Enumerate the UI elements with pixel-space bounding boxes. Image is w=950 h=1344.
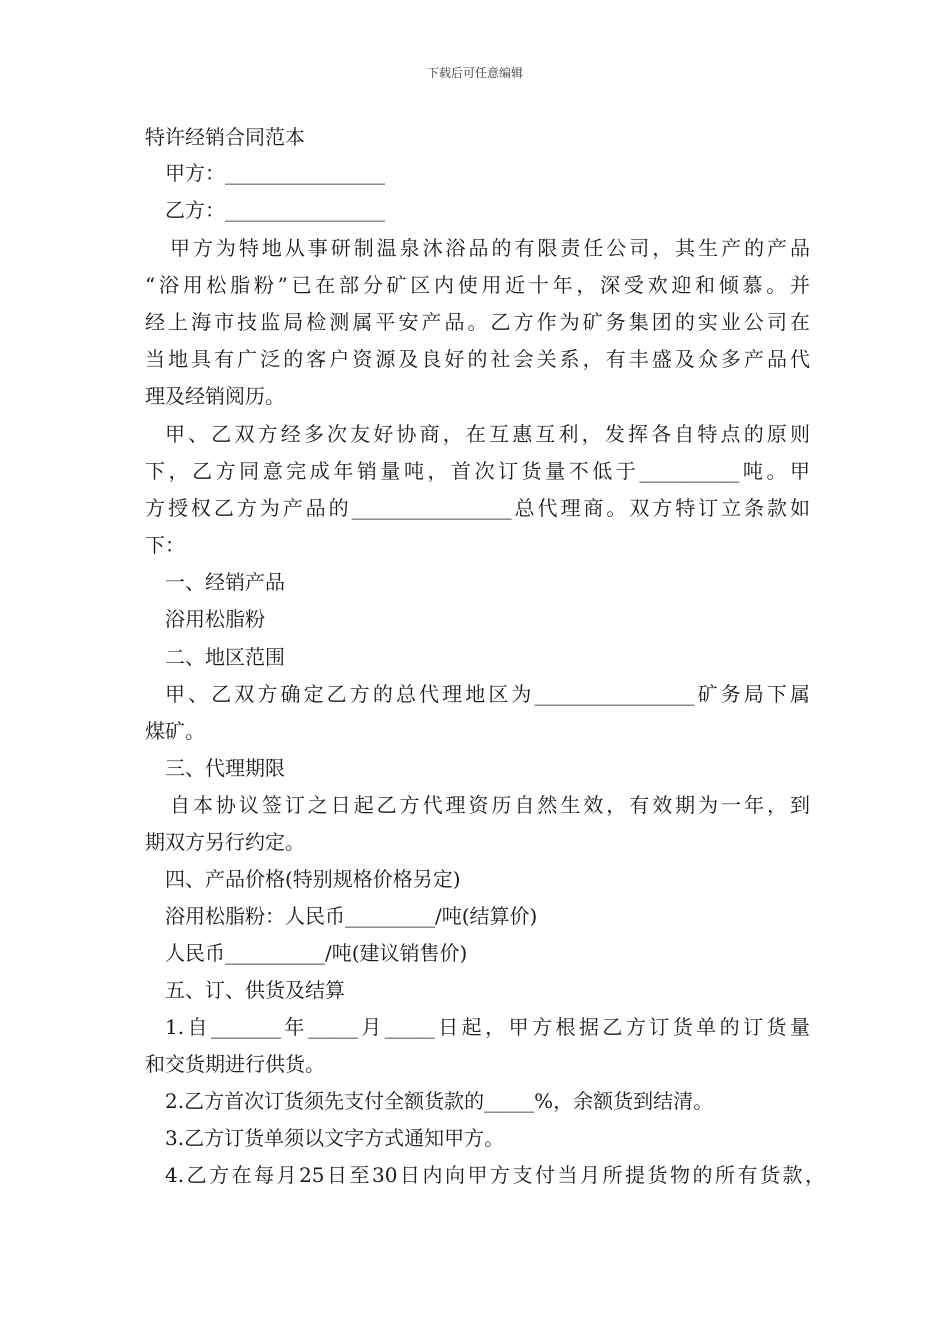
paragraph-line: 4.乙方在每月25日至30日内向甲方支付当月所提货物的所有货款，: [165, 1163, 825, 1187]
document-title: 特许经销合同范本: [145, 125, 305, 149]
party-a-line: 甲方：________________: [165, 161, 385, 185]
paragraph-line: 下，乙方同意完成年销量吨，首次订货量不低于__________吨。甲: [145, 459, 810, 483]
paragraph-line: 2.乙方首次订货须先支付全额货款的_____%，余额货到结清。: [165, 1089, 714, 1113]
paragraph-line: 期双方另行约定。: [145, 830, 305, 854]
section-heading: 五、订、供货及结算: [165, 978, 345, 1002]
section-heading: 三、代理期限: [165, 756, 285, 780]
paragraph-line: 理及经销阅历。: [145, 384, 285, 408]
paragraph-line: 3.乙方订货单须以文字方式通知甲方。: [165, 1126, 505, 1150]
paragraph-line: 浴用松脂粉：人民币_________/吨(结算价): [165, 904, 538, 928]
paragraph-line: “浴用松脂粉”已在部分矿区内使用近十年，深受欢迎和倾慕。并: [145, 273, 810, 297]
paragraph-line: 经上海市技监局检测属平安产品。乙方作为矿务集团的实业公司在: [145, 310, 810, 334]
section-heading: 二、地区范围: [165, 645, 285, 669]
paragraph-line: 方授权乙方为产品的________________总代理商。双方特订立条款如: [145, 496, 810, 520]
paragraph-line: 人民币__________/吨(建议销售价): [165, 941, 468, 965]
page-header: 下载后可任意编辑: [426, 66, 523, 80]
paragraph-line: 1.自_______年_____月_____日起，甲方根据乙方订货单的订货量: [165, 1015, 810, 1039]
paragraph-line: 当地具有广泛的客户资源及良好的社会关系，有丰盛及众多产品代: [145, 347, 810, 371]
paragraph-line: 和交货期进行供货。: [145, 1052, 325, 1076]
paragraph-line: 浴用松脂粉: [165, 607, 265, 631]
party-b-line: 乙方：________________: [165, 198, 385, 222]
paragraph-line: 下：: [145, 533, 185, 557]
paragraph-line: 甲、乙双方经多次友好协商，在互惠互利，发挥各自特点的原则: [165, 422, 810, 446]
paragraph-line: 自本协议签订之日起乙方代理资历自然生效，有效期为一年，到: [170, 793, 810, 817]
paragraph-line: 甲方为特地从事研制温泉沐浴品的有限责任公司，其生产的产品: [170, 236, 810, 260]
section-heading: 四、产品价格(特别规格价格另定): [165, 867, 461, 891]
paragraph-line: 煤矿。: [145, 719, 205, 743]
section-heading: 一、经销产品: [165, 570, 285, 594]
paragraph-line: 甲、乙双方确定乙方的总代理地区为________________矿务局下属: [165, 682, 810, 706]
